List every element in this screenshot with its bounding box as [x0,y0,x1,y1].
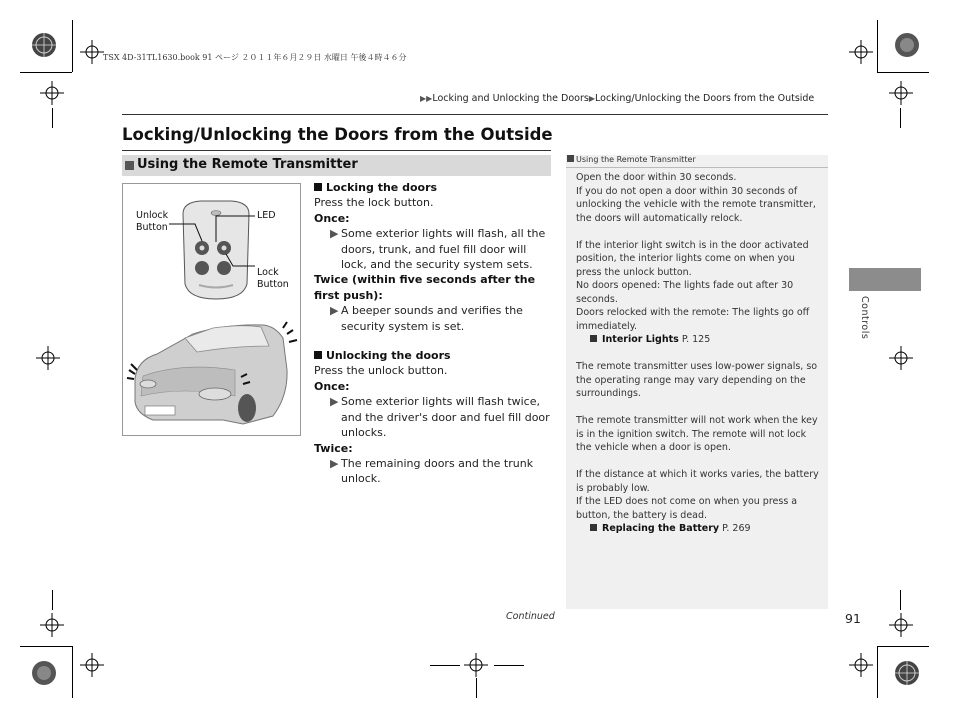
crop-line [877,20,878,72]
unlocking-intro: Press the unlock button. [314,364,448,378]
replacing-battery-link[interactable]: Replacing the Battery P. 269 [576,522,822,536]
crosshair-mark-icon [40,81,64,105]
unlocking-once-label: Once: [314,379,350,393]
continued-note: Continued [506,611,555,622]
section-title: Using the Remote Transmitter [137,157,358,172]
crop-line [900,108,901,128]
heading-marker-icon [314,351,322,359]
locking-intro: Press the lock button. [314,196,434,210]
note-text: Open the door within 30 seconds. [576,172,737,183]
crosshair-mark-icon [80,40,104,64]
led-label: LED [257,210,276,221]
crop-line [900,590,901,610]
crosshair-mark-icon [464,653,488,677]
crop-line [877,72,929,73]
locking-heading: Locking the doors [314,180,554,195]
crop-line [72,646,73,698]
crop-line [877,646,929,647]
breadcrumb-item[interactable]: Locking and Unlocking the Doors [432,93,589,104]
crop-line [20,646,72,647]
triangle-bullet-icon: ▶ [330,456,339,470]
lock-button-label: Lock Button [257,267,289,290]
divider [122,150,551,151]
side-notes-panel [566,155,828,609]
unlocking-twice-text: ▶ The remaining doors and the trunk unlock. [330,456,534,486]
crop-line [52,108,53,128]
unlocking-twice-label: Twice: [314,441,353,455]
crop-line [476,678,477,698]
crop-line [430,665,460,666]
crosshair-mark-icon [889,346,913,370]
heading-marker-icon [314,183,322,191]
crosshair-mark-icon [36,346,60,370]
crop-line [877,646,878,698]
section-marker-icon [125,161,134,170]
print-header: TSX 4D-31TL1630.book 91 ページ ２０１１年６月２９日 水曜日 午後４時４６分 [103,53,407,62]
crosshair-mark-icon [80,653,104,677]
locking-once-text: ▶ Some exterior lights will flash, all the doors, trunk, and fuel fill door will lock, and the security system sets. [330,227,546,272]
locking-twice-label: Twice (within five seconds after the first push): [314,273,536,302]
unlock-button-label: Unlock Button [136,210,169,233]
section-heading [122,155,551,176]
registration-mark-icon [30,659,58,687]
page-reference-icon [590,335,597,342]
crop-line [494,665,524,666]
registration-mark-icon [30,31,58,59]
breadcrumb-arrow-icon: ▶ [588,94,596,103]
locking-once-label: Once: [314,211,350,225]
registration-mark-icon [893,31,921,59]
note-text: If you do not open a door within 30 seconds of unlocking the vehicle with the remote transmitter, the doors will automatically relock. [576,185,816,224]
interior-lights-link[interactable]: Interior Lights P. 125 [576,333,822,347]
note-text: If the distance at which it works varies, the battery is probably low. [576,469,819,494]
note-text: The remote transmitter will not work when the key is in the ignition switch. The remote will not lock the vehicle when a door is open. [576,415,818,453]
registration-mark-icon [893,659,921,687]
note-text: If the interior light switch is in the door activated position, the interior lights come on when you press the unlock button. [576,239,809,278]
crop-line [72,20,73,72]
crop-line [20,72,72,73]
note-text: Doors relocked with the remote: The lights go off immediately. [576,307,810,332]
crosshair-mark-icon [849,40,873,64]
triangle-bullet-icon: ▶ [330,227,339,241]
divider [122,114,828,115]
page-reference-icon [590,524,597,531]
side-notes-body [576,171,822,536]
breadcrumb-item[interactable]: Locking/Unlocking the Doors from the Outside [595,93,815,104]
breadcrumb [420,93,814,104]
chapter-tab[interactable] [849,268,921,291]
note-text: No doors opened: The lights fade out after 30 seconds. [576,280,794,305]
triangle-bullet-icon: ▶ [330,395,339,409]
crosshair-mark-icon [849,653,873,677]
side-notes-header: Using the Remote Transmitter [566,155,828,168]
unlocking-once-text: ▶ Some exterior lights will flash twice, and the driver's door and fuel fill door unlocks. [330,395,550,440]
note-text: If the LED does not come on when you press a button, the battery is dead. [576,496,798,521]
locking-twice-text: ▶ A beeper sounds and verifies the security system is set. [330,304,523,333]
remote-car-illustration [122,183,301,436]
breadcrumb-arrow-icon: ▶▶ [420,94,433,103]
crosshair-mark-icon [40,613,64,637]
page-title: Locking/Unlocking the Doors from the Outside [122,125,553,144]
chapter-tab-label: Controls [859,296,870,340]
instructions [314,180,554,487]
page-number: 91 [845,611,861,626]
crop-line [52,590,53,610]
note-text: The remote transmitter uses low-power signals, so the operating range may vary depending on the surroundings. [576,361,818,399]
crosshair-mark-icon [889,81,913,105]
note-icon [567,155,574,162]
crosshair-mark-icon [889,613,913,637]
triangle-bullet-icon: ▶ [330,304,339,318]
unlocking-heading: Unlocking the doors [314,348,554,363]
